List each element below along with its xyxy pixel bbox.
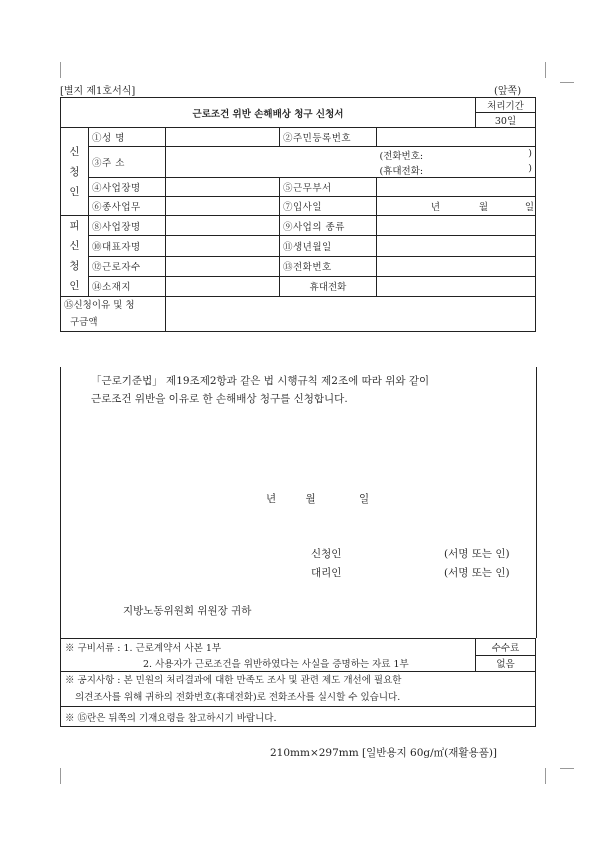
statement-line-1: 「근로기준법」 제19조제2항과 같은 법 시행규칙 제2조에 따라 위와 같이 bbox=[91, 375, 430, 387]
notice-line-2: 의견조사를 위해 귀하의 전화번호(휴대전화)로 전화조사를 실시할 수 있습니다. bbox=[75, 692, 401, 703]
join-date-label: ⑦입사일 bbox=[280, 197, 377, 216]
worker-count-label: ⑫근로자수 bbox=[89, 256, 166, 276]
applicant-group-label: 신 청 인 bbox=[61, 128, 89, 216]
worker-count-field[interactable] bbox=[166, 256, 280, 276]
join-date-field[interactable]: 년 월 일 bbox=[377, 197, 536, 216]
business-type-field[interactable] bbox=[377, 216, 536, 236]
fee-label: 수수료 bbox=[476, 639, 536, 656]
crop-mark bbox=[545, 62, 546, 78]
form-title: 근로조건 위반 손해배상 청구 신청서 bbox=[61, 98, 476, 128]
application-form-table bbox=[60, 97, 536, 332]
statement-area bbox=[60, 367, 537, 638]
applicant-sign-label: 신청인 bbox=[311, 548, 342, 560]
department-label: ⑤근무부서 bbox=[280, 178, 377, 197]
location-label: ⑭소재지 bbox=[89, 276, 166, 296]
respondent-mobile-field[interactable] bbox=[377, 276, 536, 296]
resident-number-field[interactable] bbox=[377, 128, 536, 147]
phone-label: (전화번호: bbox=[379, 150, 424, 162]
crop-mark bbox=[60, 768, 61, 784]
representative-label: ⑩대표자명 bbox=[89, 236, 166, 256]
reference-note: ※ ⑮란은 뒤쪽의 기재요령을 참고하시기 바랍니다. bbox=[61, 707, 536, 727]
resident-number-label: ②주민등록번호 bbox=[280, 128, 377, 147]
crop-mark bbox=[545, 768, 546, 784]
respondent-phone-field[interactable] bbox=[377, 256, 536, 276]
birth-label: ⑪생년월일 bbox=[280, 236, 377, 256]
processing-period-label: 처리기간 bbox=[476, 98, 536, 113]
notice-line-1: ※ 공지사항 : 본 민원의 처리결과에 대한 만족도 조사 및 관련 제도 개선에 필요한 bbox=[65, 675, 402, 686]
business-type-label: ⑨사업의 종류 bbox=[280, 216, 377, 236]
claim-reason-label: ⑮신청이유 및 청 구금액 bbox=[61, 297, 166, 332]
fee-value: 없음 bbox=[476, 655, 536, 672]
mobile-cell[interactable]: (휴대전화: ) bbox=[377, 162, 536, 178]
representative-field[interactable] bbox=[166, 236, 280, 256]
job-field[interactable] bbox=[166, 197, 280, 216]
footer-table bbox=[60, 638, 536, 727]
respondent-phone-label: ⑬전화번호 bbox=[280, 256, 377, 276]
statement-line-2: 근로조건 위반을 이유로 한 손해배상 청구를 신청합니다. bbox=[91, 393, 348, 405]
phone-cell[interactable]: (전화번호: ) bbox=[377, 147, 536, 163]
workplace-name-field[interactable] bbox=[166, 178, 280, 197]
address-field[interactable] bbox=[166, 147, 377, 178]
respondent-mobile-label: 휴대전화 bbox=[280, 276, 377, 296]
address-label: ③주 소 bbox=[89, 147, 166, 178]
respondent-group-label: 피 신 청 인 bbox=[61, 216, 89, 297]
mobile-label: (휴대전화: bbox=[379, 165, 424, 177]
name-label: ①성 명 bbox=[89, 128, 166, 147]
side-label: (앞쪽) bbox=[494, 86, 522, 97]
signed-date[interactable]: 년 월 일 bbox=[266, 493, 370, 505]
notice-block bbox=[61, 672, 536, 707]
agent-signature-note[interactable]: (서명 또는 인) bbox=[444, 567, 510, 579]
claim-reason-field[interactable] bbox=[166, 297, 536, 332]
applicant-signature-note[interactable]: (서명 또는 인) bbox=[444, 548, 510, 560]
respondent-workplace-field[interactable] bbox=[166, 216, 280, 236]
addressee: 지방노동위원회 위원장 귀하 bbox=[123, 605, 252, 617]
name-field[interactable] bbox=[166, 128, 280, 147]
department-field[interactable] bbox=[377, 178, 536, 197]
workplace-name-label: ④사업장명 bbox=[89, 178, 166, 197]
crop-mark bbox=[560, 82, 574, 83]
crop-mark bbox=[560, 768, 574, 769]
crop-mark bbox=[60, 62, 61, 78]
required-docs-2: 2. 사용자가 근로조건을 위반하였다는 사실을 증명하는 자료 1부 bbox=[61, 655, 476, 672]
job-label: ⑥종사업무 bbox=[89, 197, 166, 216]
respondent-workplace-label: ⑧사업장명 bbox=[89, 216, 166, 236]
location-field[interactable] bbox=[166, 276, 280, 296]
required-docs-1: ※ 구비서류 : 1. 근로계약서 사본 1부 bbox=[61, 639, 476, 656]
processing-period-value: 30일 bbox=[476, 113, 536, 128]
birth-field[interactable] bbox=[377, 236, 536, 256]
form-number: [별지 제1호서식] bbox=[60, 86, 136, 97]
paper-spec: 210mm×297mm [일반용지 60g/㎡(재활용품)] bbox=[270, 747, 498, 759]
agent-sign-label: 대리인 bbox=[311, 567, 342, 579]
